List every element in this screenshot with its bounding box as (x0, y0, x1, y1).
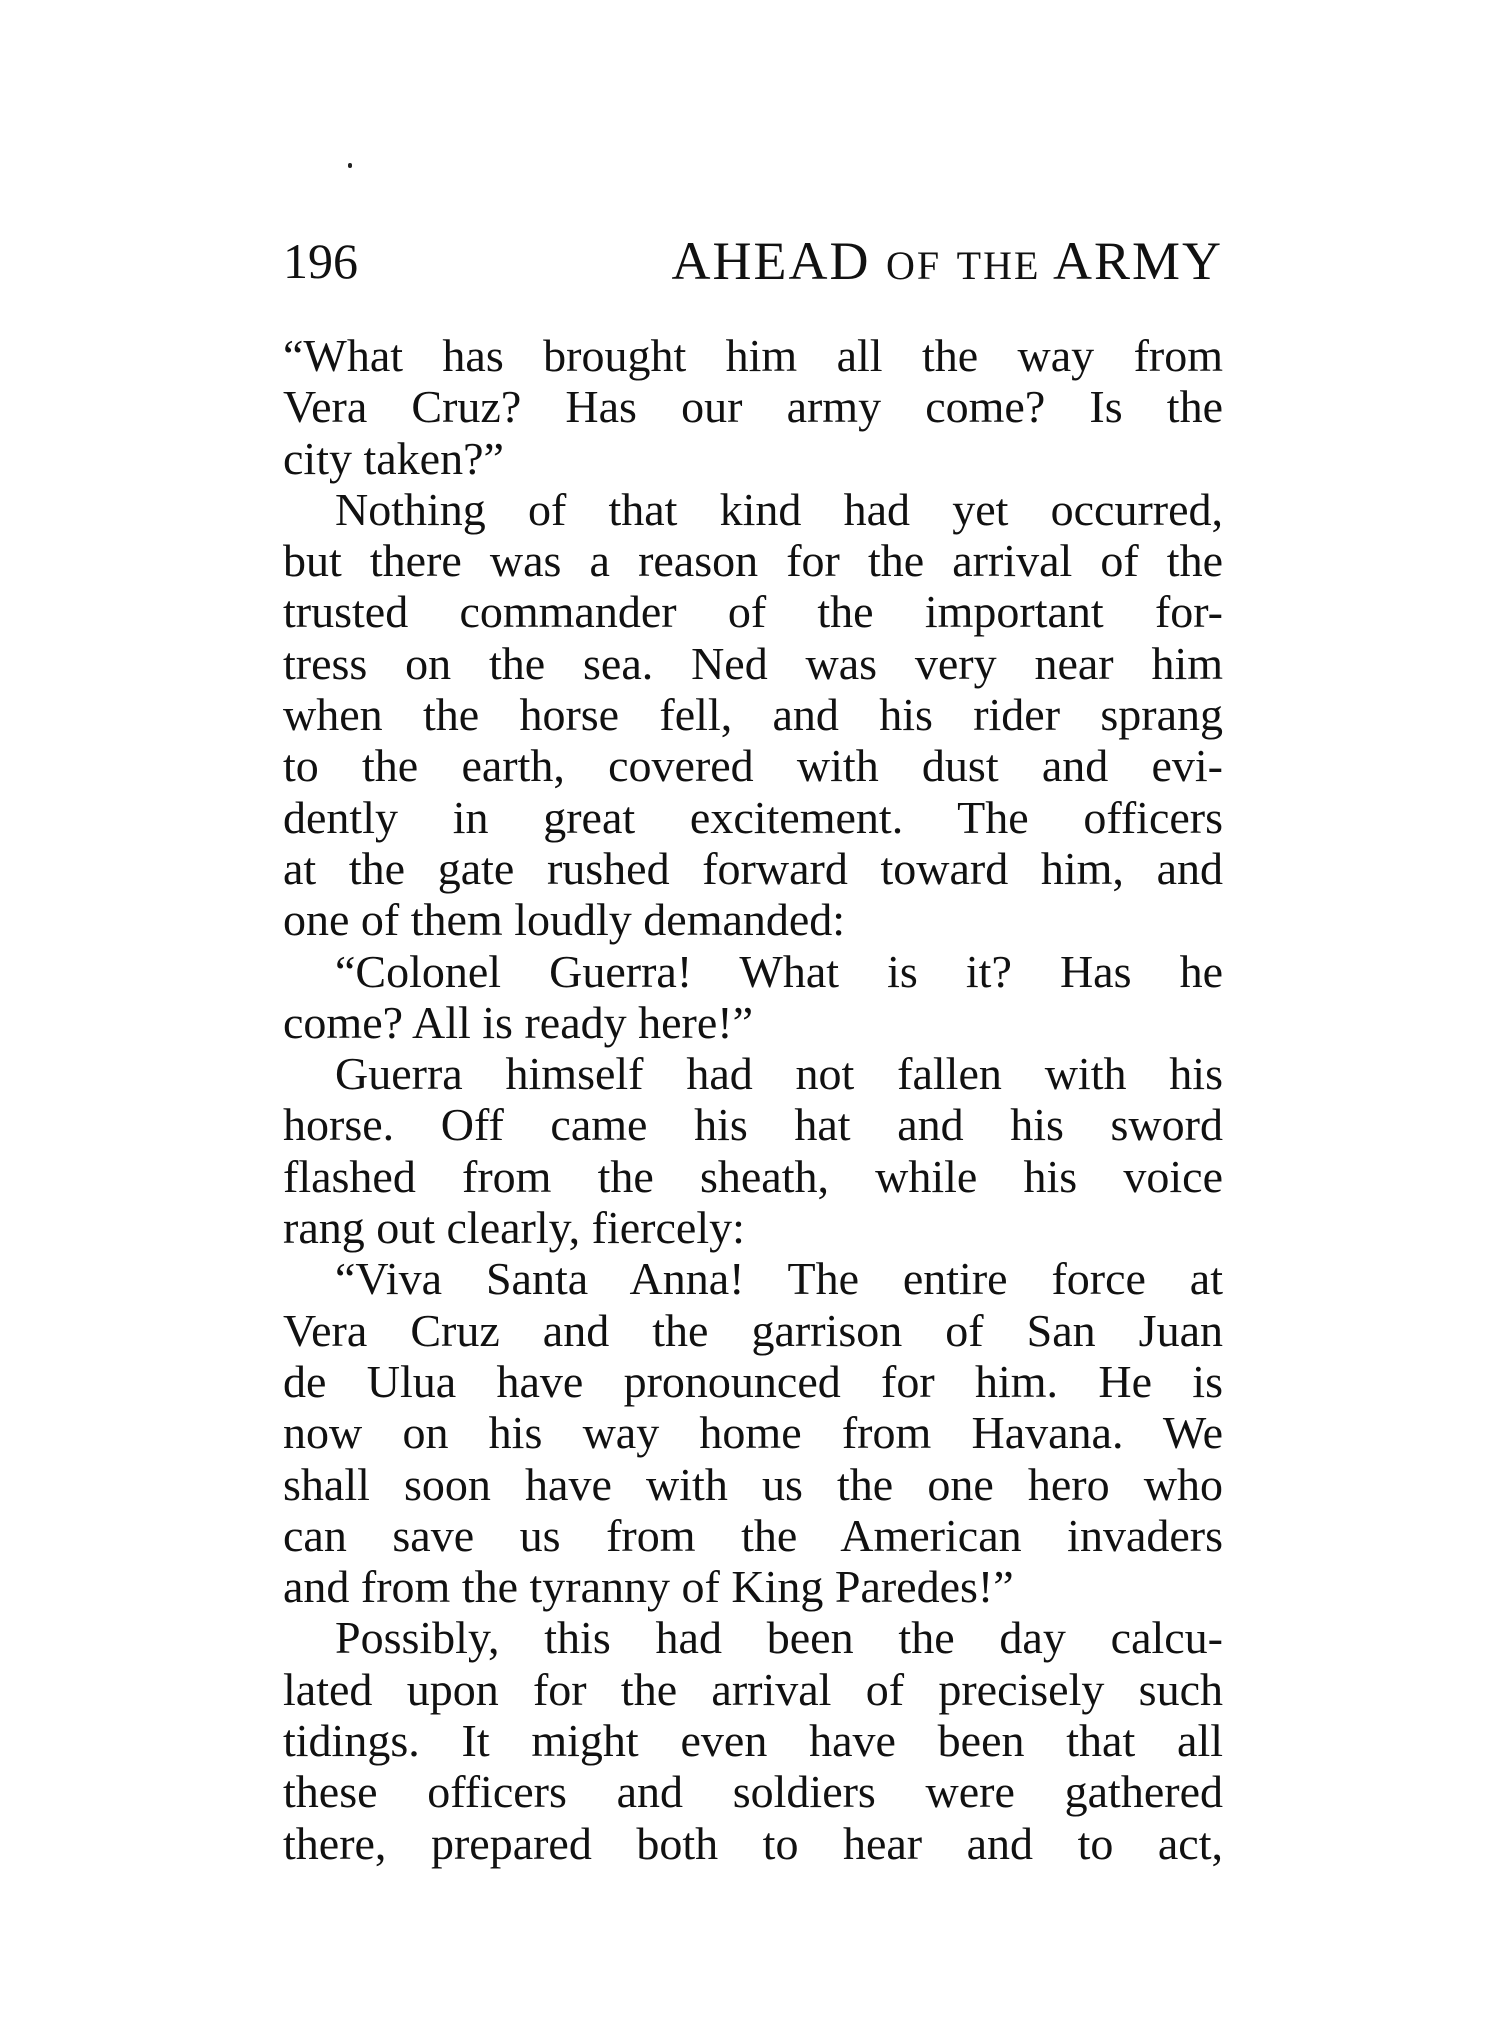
text-line: horse. Off came his hat and his sword (283, 1099, 1223, 1151)
text-line: one of them loudly demanded: (283, 894, 846, 946)
text-line: Possibly, this had been the day calcu- (335, 1612, 1223, 1664)
text-line: “Viva Santa Anna! The entire force at (335, 1253, 1223, 1305)
text-line: “What has brought him all the way from (283, 330, 1223, 381)
text-line: when the horse fell, and his rider sprang (283, 689, 1223, 741)
header-word-ahead: AHEAD (671, 231, 871, 291)
text-line: and from the tyranny of King Paredes!” (283, 1561, 1014, 1613)
text-line: come? All is ready here!” (283, 996, 753, 1048)
text-line: these officers and soldiers were gathered (283, 1766, 1223, 1818)
text-line: now on his way home from Havana. We (283, 1407, 1223, 1459)
text-line: shall soon have with us the one hero who (283, 1458, 1223, 1510)
header-word-army: ARMY (1052, 231, 1223, 291)
text-line: trusted commander of the important for- (283, 586, 1223, 638)
text-line: de Ulua have pronounced for him. He is (283, 1355, 1223, 1407)
text-line: “Colonel Guerra! What is it? Has he (335, 945, 1223, 997)
text-line: rang out clearly, fiercely: (283, 1202, 745, 1254)
text-line: at the gate rushed forward toward him, and (283, 842, 1223, 894)
text-line: to the earth, covered with dust and evi- (283, 740, 1223, 792)
text-line: tidings. It might even have been that all (283, 1715, 1223, 1767)
page-header (672, 226, 1223, 301)
header-word-the: THE (956, 243, 1041, 288)
header-word-of: OF (886, 243, 942, 288)
text-line: there, prepared both to hear and to act, (283, 1817, 1223, 1869)
page-number: 196 (283, 233, 358, 289)
text-line: but there was a reason for the arrival of the (283, 535, 1223, 587)
running-head (283, 226, 1223, 296)
text-line: Vera Cruz? Has our army come? Is the (283, 381, 1223, 433)
ink-speck (348, 163, 352, 168)
text-line: flashed from the sheath, while his voice (283, 1150, 1223, 1202)
text-line: Guerra himself had not fallen with his (335, 1048, 1223, 1100)
text-line: Vera Cruz and the garrison of San Juan (283, 1304, 1223, 1356)
text-line: tress on the sea. Ned was very near him (283, 637, 1223, 689)
text-line: lated upon for the arrival of precisely such (283, 1663, 1223, 1715)
text-line: can save us from the American invaders (283, 1509, 1223, 1561)
text-line: Nothing of that kind had yet occurred, (335, 483, 1223, 535)
text-line: dently in great excitement. The officers (283, 791, 1223, 843)
body-text (283, 330, 1223, 1869)
text-line: city taken?” (283, 432, 504, 484)
